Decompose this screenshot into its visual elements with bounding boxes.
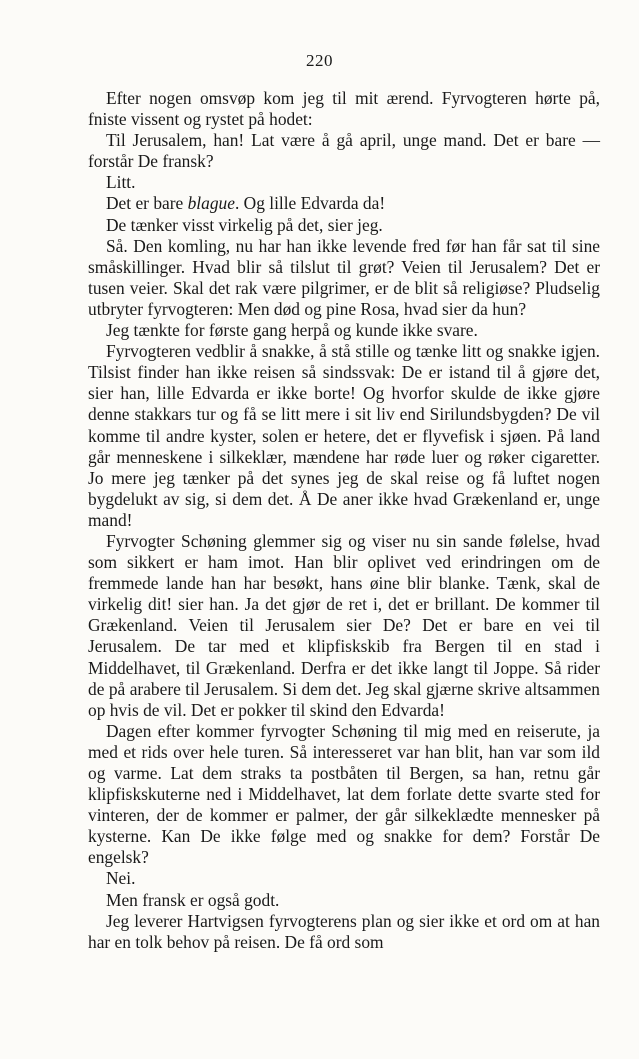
paragraph: De tænker visst virkelig på det, sier jeg.	[106, 214, 383, 235]
paragraph: Jeg leverer Hartvigsen fyrvogterens plan og sier ikke et ord om at han har en tolk behov på reisen. De få ord som	[88, 910, 600, 952]
page-number: 220	[306, 51, 333, 70]
paragraph: Litt.	[106, 172, 136, 193]
paragraph-italic: Det er bare blague. Og lille Edvarda da!	[106, 193, 386, 214]
paragraph: Så. Den komling, nu har han ikke levende fred før han får sat til sine småskillinger. Hvad blir så tilslut til grøt? Veien til Jerusalem? Det er tusen veier. Skal det rak være pilgrimer, er de blit så religiøse? Pludselig utbryter fyrvogteren: Men død og pine Rosa, hvad sier da hun?	[88, 235, 600, 319]
paragraph: Efter nogen omsvøp kom jeg til mit ærend. Fyrvogteren hørte på, fniste vissent og rystet på hodet:	[88, 88, 600, 130]
paragraph: Jeg tænkte for første gang herpå og kunde ikke svare.	[106, 320, 478, 341]
italic-word: blague	[187, 193, 235, 214]
paragraph: Dagen efter kommer fyrvogter Schøning til mig med en reiserute, ja med et rids over hele turen. Så interesseret var han blit, han var som ild og varme. Lat dem straks ta postbåten til Bergen, sa han, retnu går klipfiskskuterne ned i Middelhavet, lat dem forlate dette svarte sted for vinteren, der de kommer er palmer, der går silkeklædte mennesker på kysterne. Kan De ikke følge med og snakke for dem? Forstår De engelsk?	[88, 720, 600, 868]
paragraph: Til Jerusalem, han! Lat være å gå april, unge mand. Det er bare — forstår De fransk?	[88, 130, 600, 172]
paragraph: Fyrvogter Schøning glemmer sig og viser nu sin sande følelse, hvad som sikkert er ham imot. Han blir oplivet ved erindringen om de fremmede lande han har besøkt, hans øine blir blanke. Tænk, skal de virkelig dit! sier han. Ja det gjør de ret i, det er brillant. De kommer til Grækenland. Veien til Jerusalem sier De? Det er bare en vei til Jerusalem. De tar med et klipfiskskib fra Bergen til en stad i Middelhavet, til Grækenland. Derfra er det ikke langt til Joppe. Så rider de på arabere til Jerusalem. Si dem det. Jeg skal gjærne skrive altsammen op hvis de vil. Det er pokker til skind den Edvarda!	[88, 530, 600, 720]
paragraph: Men fransk er også godt.	[106, 889, 280, 910]
paragraph: Nei.	[106, 868, 136, 889]
paragraph: Fyrvogteren vedblir å snakke, å stå stille og tænke litt og snakke igjen. Tilsist finder han ikke reisen så sindssvak: De er istand til å gjøre det, sier han, lille Edvarda er ikke borte! Og hvorfor skulde de ikke gjøre denne stakkars tur og få se litt mere i sit liv end Sirilundsbygden? De vil komme til andre kyster, solen er hetere, det er flyvefisk i sjøen. På land går menneskene i silkeklær, mændene har røde luer og røker cigaretter. Jo mere jeg tænker på det synes jeg de skal reise og få luftet nogen bygdelukt av sig, si dem det. Å De aner ikke hvad Grækenland er, unge mand!	[88, 341, 600, 530]
body-text	[88, 88, 600, 953]
